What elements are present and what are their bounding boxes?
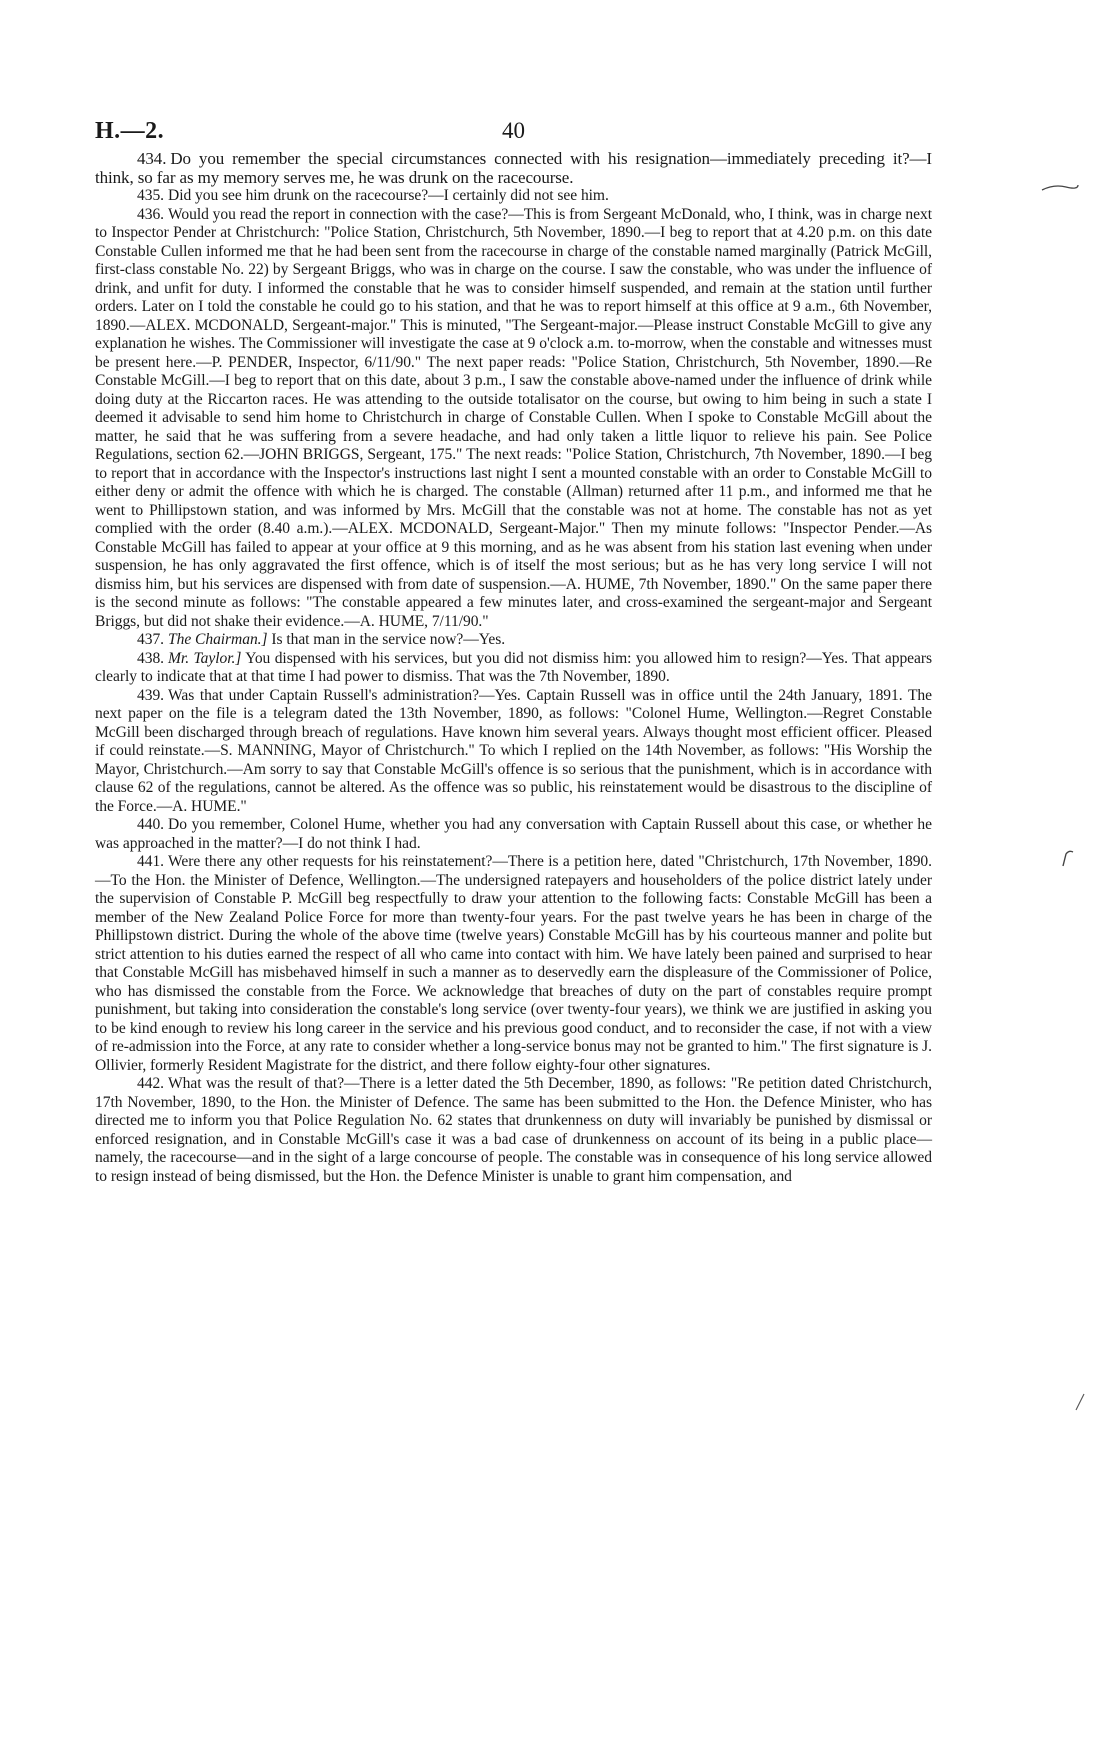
- paragraph-number: 436.: [137, 205, 165, 223]
- paragraph-text: Do you remember, Colonel Hume, whether you had any conversation with Captain Russell about this case, or whether he was approached in the matter?—I do not think I had.: [95, 816, 932, 852]
- page-number: 40: [502, 118, 525, 143]
- document-body: [95, 150, 932, 1186]
- margin-pen-mark: [1060, 848, 1076, 870]
- paragraph-text: Do you remember the special circumstances connected with his resignation—immediately preceding it?—I think, so far as my memory serves me, he was drunk on the racecourse.: [95, 149, 932, 187]
- paragraph-434: [95, 150, 932, 187]
- paragraph-436: [95, 206, 932, 632]
- paragraph-text: Was that under Captain Russell's administration?—Yes. Captain Russell was in office until the 24th January, 1891. The next paper on the file is a telegram dated the 13th November, 1890, as follows: "Colonel Hume, Wellington.—Regret Constable McGill been discharged through breach of regulations. Have known him several years. Always thought most efficient officer. Pleased if could reinstate.—S. MANNING, Mayor of Christchurch." To which I replied on the 14th November, as follows: "His Worship the Mayor, Christchurch.—Am sorry to say that Constable McGill's offence is so serious that the punishment, which is in accordance with clause 62 of the regulations, cannot be altered. As the offence was so public, his reinstatement would be disastrous to the discipline of the Force.—A. HUME.": [95, 686, 932, 815]
- paragraph-text: You dispensed with his services, but you did not dismiss him: you allowed him to resign?—Yes. That appears clearly to indicate that at that time I had power to dismiss. That was the 7th November, 1890.: [95, 649, 933, 685]
- document-page: [95, 110, 932, 1186]
- paragraph-text: What was the result of that?—There is a letter dated the 5th December, 1890, as follows: "Re petition dated Christchurch, 17th November, 1890, to the Hon. the Minister of Defence. The same has been submitted to the Hon. the Defence Minister, who has directed me to inform you that Police Regulation No. 62 states that drunkenness on duty will invariably be punished by dismissal or enforced resignation, and in Constable McGill's case it was a bad case of drunkenness on account of its being in a public place—namely, the racecourse—and in the sight of a large concourse of people. The constable was in consequence of his long service allowed to resign instead of being dismissed, but the Hon. the Defence Minister is unable to grant him compensation, and: [95, 1075, 932, 1185]
- paragraph-441: [95, 853, 932, 1075]
- paragraph-442: [95, 1075, 932, 1186]
- margin-pen-mark: [1040, 178, 1080, 198]
- paragraph-text: Did you see him drunk on the racecourse?—I certainly did not see him.: [168, 187, 609, 204]
- paragraph-number: 437.: [137, 631, 165, 648]
- paragraph-text: Would you read the report in connection with the case?—This is from Sergeant McDonald, who, I think, was in charge next to Inspector Pender at Christchurch: "Police Station, Christchurch, 5th November, 1890.—I beg to report that at 4.20 p.m. on this date Constable Cullen informed me that he had been sent from the racecourse in charge of the constable named marginally (Patrick McGill, first-class constable No. 22) by Sergeant Briggs, who was in charge on the course. I saw the constable, who was under the influence of drink, and unfit for duty. I informed the constable that he was to consider himself suspended, and remain at the station until further orders. Later on I told the constable he could go to his station, and that he was to report himself at this office at 9 a.m., 6th November, 1890.—ALEX. MCDONALD, Sergeant-major." This is minuted, "The Sergeant-major.—Please instruct Constable McGill to give any explanation he wishes. The Commissioner will investigate the case at 9 o'clock a.m. to-morrow, when the constable and witnesses must be present here.—P. PENDER, Inspector, 6/11/90." The next paper reads: "Police Station, Christchurch, 5th November, 1890.—Re Constable McGill.—I beg to report that on this date, about 3 p.m., I saw the constable above-named under the influence of drink while doing duty at the Riccarton races. He was attending to the outside totalisator on the course, but owing to him being in such a state I deemed it advisable to send him home to Christchurch in charge of Constable Cullen. When I spoke to Constable McGill about the matter, he said that he was suffering from a severe headache, and had only taken a little liquor to relieve his pain. See Police Regulations, section 62.—JOHN BRIGGS, Sergeant, 175." The next reads: "Police Station, Christchurch, 7th November, 1890.—I beg to report that in accordance with the Inspector's instructions last night I sent a mounted constable with an order to Constable McGill to either deny or admit the offence with which he is charged. The constable (Allman) returned after 11 p.m., and informed me that he went to Phillipstown station, and was informed by Mrs. McGill that the constable was not at home. The constable has not as yet complied with the order (8.40 a.m.).—ALEX. MCDONALD, Sergeant-Major." Then my minute follows: "Inspector Pender.—As Constable McGill has failed to appear at your office at 9 this morning, and as he was absent from his station last evening when under suspension, he has only aggravated the first offence, which is of itself the most serious; but as he has very long service I will not dismiss him, but his services are dispensed with from date of suspension.—A. HUME, 7th November, 1890." On the same paper there is the second minute as follows: "The constable appeared a few minutes later, and cross-examined the sergeant-major and Sergeant Briggs, but did not shake their evidence.—A. HUME, 7/11/90.": [95, 205, 932, 630]
- paragraph-number: 434.: [137, 149, 167, 168]
- speaker-label: The Chairman.]: [168, 631, 268, 648]
- paragraph-number: 442.: [137, 1075, 165, 1092]
- paragraph-440: [95, 816, 932, 853]
- paragraph-number: 439.: [137, 686, 165, 704]
- speaker-label: Mr. Taylor.]: [168, 649, 242, 667]
- paragraph-text: Is that man in the service now?—Yes.: [271, 631, 506, 648]
- paragraph-number: 435.: [137, 187, 165, 204]
- paragraph-text: Were there any other requests for his reinstatement?—There is a petition here, dated "Christchurch, 17th November, 1890.—To the Hon. the Minister of Defence, Wellington.—The undersigned ratepayers and householders of the police district lately under the supervision of Constable P. McGill beg respectfully to draw your attention to the following facts: Constable McGill has been a member of the New Zealand Police Force for more than twenty-four years. For the past twelve years he has been in charge of the Phillipstown district. During the whole of the above time (twelve years) Constable McGill has by his courteous manner and polite but strict attention to his duties earned the respect of all who came into contact with him. We have lately been pained and surprised to hear that Constable McGill has misbehaved himself in such a manner as to deservedly earn the displeasure of the Commissioner of Police, who has dismissed the constable from the Force. We acknowledge that breaches of duty on the part of constables require prompt punishment, but taking into consideration the constable's long service (over twenty-four years), we think we are justified in asking you to be kind enough to review his long career in the service and his previous good conduct, and to reconsider the case, if not with a view of re-admission into the Force, at any rate to consider whether a long-service bonus may not be granted to him." The first signature is J. Ollivier, formerly Resident Magistrate for the district, and there follow eighty-four other signatures.: [95, 853, 932, 1074]
- paragraph-437: [95, 631, 932, 650]
- paragraph-number: 440.: [137, 816, 165, 833]
- paragraph-number: 441.: [137, 853, 165, 870]
- paragraph-438: [95, 650, 932, 687]
- paragraph-439: [95, 687, 932, 817]
- page-header: [95, 110, 932, 150]
- margin-pen-mark: [1072, 1390, 1088, 1414]
- paragraph-number: 438.: [137, 649, 165, 667]
- document-code: H.—2.: [95, 118, 165, 144]
- paragraph-435: [95, 187, 932, 206]
